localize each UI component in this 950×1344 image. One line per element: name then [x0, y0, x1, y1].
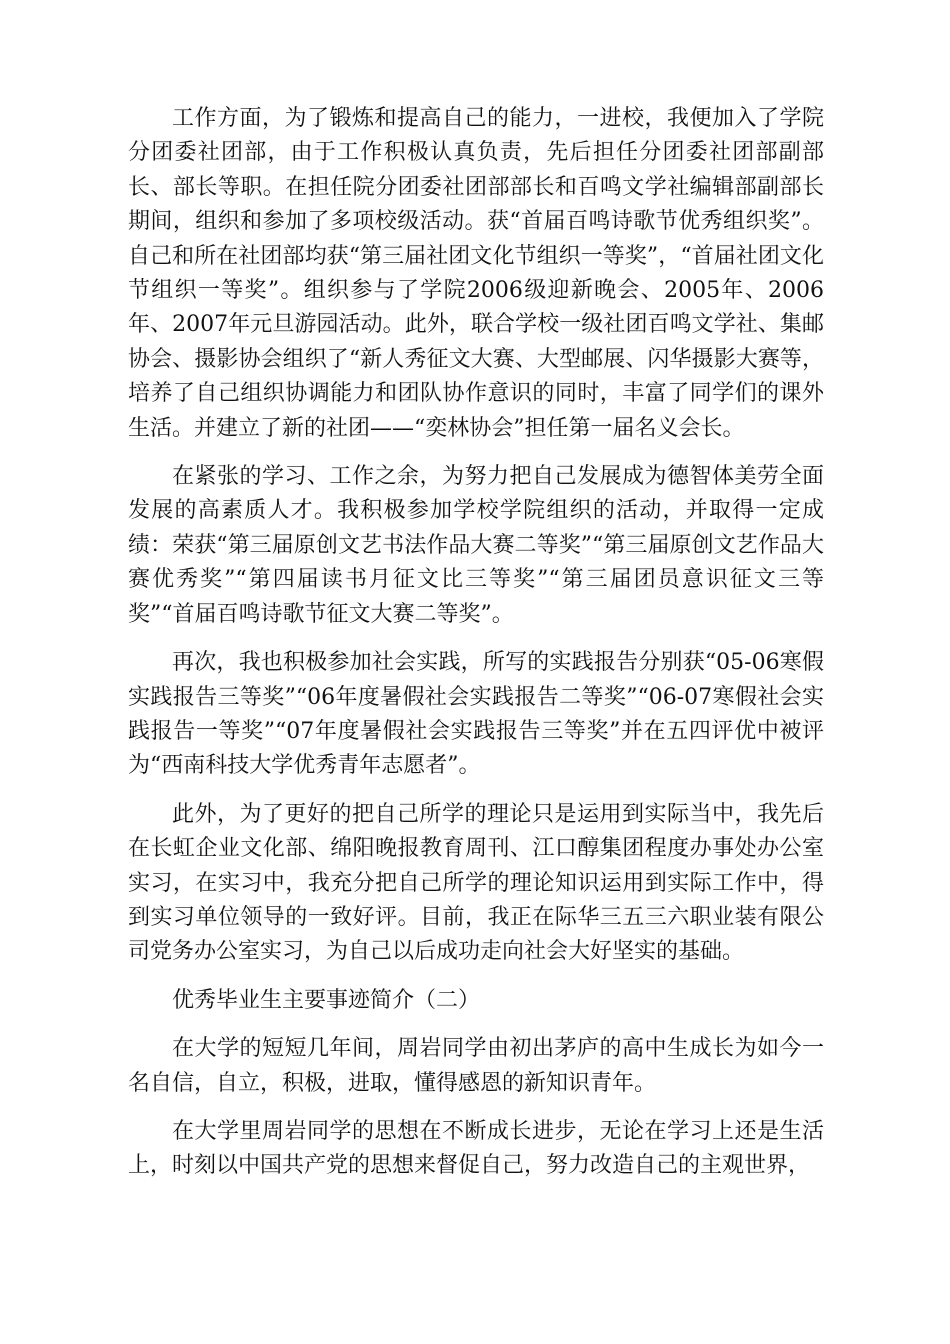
paragraph-activities: 在紧张的学习、工作之余，为努力把自己发展成为德智体美劳全面发展的高素质人才。我积极参加学校学院组织的活动，并取得一定成绩：荣获“第三届原创文艺书法作品大赛二等奖”“第三届原创文艺作品大赛优秀奖”“第四届读书月征文比三等奖”“第三届团员意识征文三等奖”“首届百鸣诗歌节征文大赛二等奖”。 [128, 464, 824, 627]
section-heading: 优秀毕业生主要事迹简介（二） [172, 987, 481, 1013]
paragraph-internship: 此外，为了更好的把自己所学的理论只是运用到实际当中，我先后在长虹企业文化部、绵阳晚报教育周刊、江口醇集团程度办事处办公室实习，在实习中，我充分把自己所学的理论知识运用到实际工作中，得到实习单位领导的一致好评。目前，我正在际华三五三六职业装有限公司党务办公室实习，为自己以后成功走向社会大好坚实的基础。 [128, 801, 824, 965]
paragraph-work: 工作方面，为了锻炼和提高自己的能力，一进校，我便加入了学院分团委社团部，由于工作积极认真负责，先后担任分团委社团部副部长、部长等职。在担任院分团委社团部部长和百鸣文学社编辑部副部长期间，组织和参加了多项校级活动。获“首届百鸣诗歌节优秀组织奖”。自己和所在社团部均获“第三届社团文化节组织一等奖”，“首届社团文化节组织一等奖”。组织参与了学院2006级迎新晚会、2005年、2006年、2007年元旦游园活动。此外，联合学校一级社团百鸣文学社、集邮协会、摄影协会组织了“新人秀征文大赛、大型邮展、闪华摄影大赛等，培养了自己组织协调能力和团队协作意识的同时，丰富了同学们的课外生活。并建立了新的社团——“奕林协会”担任第一届名义会长。 [128, 106, 824, 441]
paragraph-social-practice: 再次，我也积极参加社会实践，所写的实践报告分别获“05-06寒假实践报告三等奖”“06年度暑假社会实践报告二等奖”“06-07寒假社会实践报告一等奖”“07年度暑假社会实践报告三等奖”并在五四评优中被评为“西南科技大学优秀青年志愿者”。 [128, 650, 824, 779]
paragraph-intro: 在大学的短短几年间，周岩同学由初出茅庐的高中生成长为如今一名自信，自立，积极，进取，懂得感恩的新知识青年。 [128, 1036, 824, 1096]
paragraph-ideology: 在大学里周岩同学的思想在不断成长进步，无论在学习上还是生活上，时刻以中国共产党的思想来督促自己，努力改造自己的主观世界， [128, 1118, 824, 1179]
document-page [128, 102, 824, 1198]
